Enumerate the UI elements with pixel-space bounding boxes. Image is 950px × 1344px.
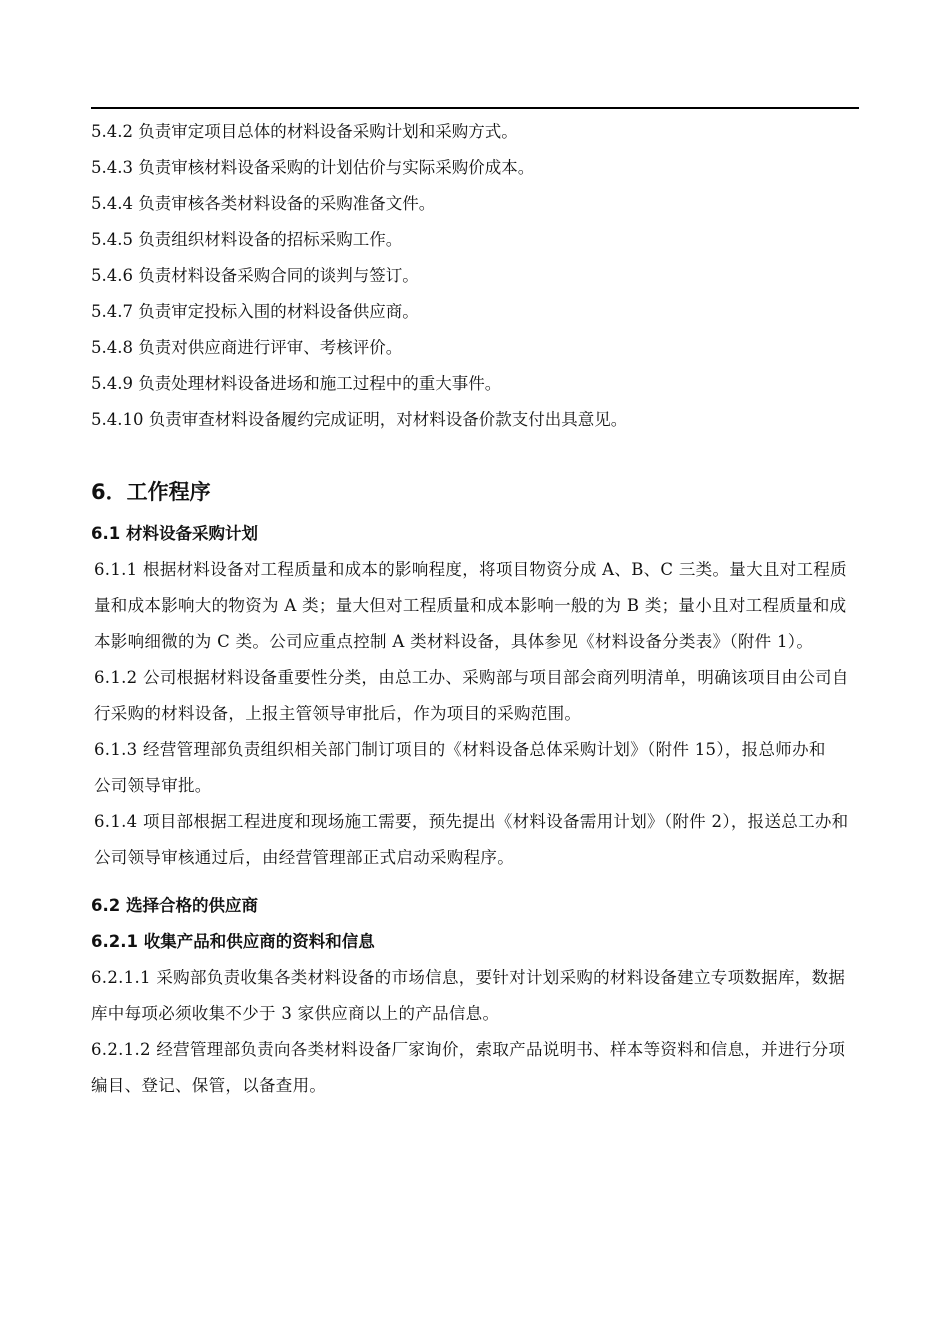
section-6-1-heading: 6.1 材料设备采购计划: [91, 524, 258, 543]
item-5-4-2: 5.4.2 负责审定项目总体的材料设备采购计划和采购方式。: [91, 122, 518, 141]
item-5-4-3: 5.4.3 负责审核材料设备采购的计划估价与实际采购价成本。: [91, 158, 535, 177]
paragraph-6-2-1-1: 6.2.1.1 采购部负责收集各类材料设备的市场信息，要针对计划采购的材料设备建立专项数据库，数据库中每项必须收集不少于 3 家供应商以上的产品信息。: [91, 968, 846, 1023]
document-body: [91, 114, 859, 1104]
header-rule: [91, 107, 859, 109]
section-6-2-1-heading: 6.2.1 收集产品和供应商的资料和信息: [91, 932, 375, 951]
item-5-4-5: 5.4.5 负责组织材料设备的招标采购工作。: [91, 230, 403, 249]
paragraph-6-2-1-2: 6.2.1.2 经营管理部负责向各类材料设备厂家询价，索取产品说明书、样本等资料和信息，并进行分项编目、登记、保管，以备查用。: [91, 1040, 846, 1095]
section-6-heading: 6．工作程序: [91, 480, 211, 504]
item-5-4-7: 5.4.7 负责审定投标入围的材料设备供应商。: [91, 302, 419, 321]
item-5-4-6: 5.4.6 负责材料设备采购合同的谈判与签订。: [91, 266, 419, 285]
paragraph-6-1-3-cont: 公司领导审批。: [94, 776, 212, 795]
section-6-2-heading: 6.2 选择合格的供应商: [91, 896, 258, 915]
paragraph-6-1-4: 6.1.4 项目部根据工程进度和现场施工需要，预先提出《材料设备需用计划》（附件 2），报送总工办和公司领导审核通过后，由经营管理部正式启动采购程序。: [94, 812, 849, 867]
paragraph-6-1-2: 6.1.2 公司根据材料设备重要性分类，由总工办、采购部与项目部会商列明清单，明确该项目由公司自行采购的材料设备，上报主管领导审批后，作为项目的采购范围。: [94, 668, 849, 723]
paragraph-6-1-3: 6.1.3 经营管理部负责组织相关部门制订项目的《材料设备总体采购计划》（附件 15），报总师办和: [94, 740, 826, 759]
item-5-4-10: 5.4.10 负责审查材料设备履约完成证明，对材料设备价款支付出具意见。: [91, 410, 628, 429]
item-5-4-8: 5.4.8 负责对供应商进行评审、考核评价。: [91, 338, 403, 357]
item-5-4-9: 5.4.9 负责处理材料设备进场和施工过程中的重大事件。: [91, 374, 502, 393]
paragraph-6-1-1: 6.1.1 根据材料设备对工程质量和成本的影响程度，将项目物资分成 A、B、C 三类。量大且对工程质量和成本影响大的物资为 A 类；量大但对工程质量和成本影响一般的为 B 类；量小且对工程质量和成本影响细微的为 C 类。公司应重点控制 A 类材料设备，具体参见《材料设备分类表》（附件 1）。: [94, 560, 847, 651]
item-5-4-4: 5.4.4 负责审核各类材料设备的采购准备文件。: [91, 194, 436, 213]
